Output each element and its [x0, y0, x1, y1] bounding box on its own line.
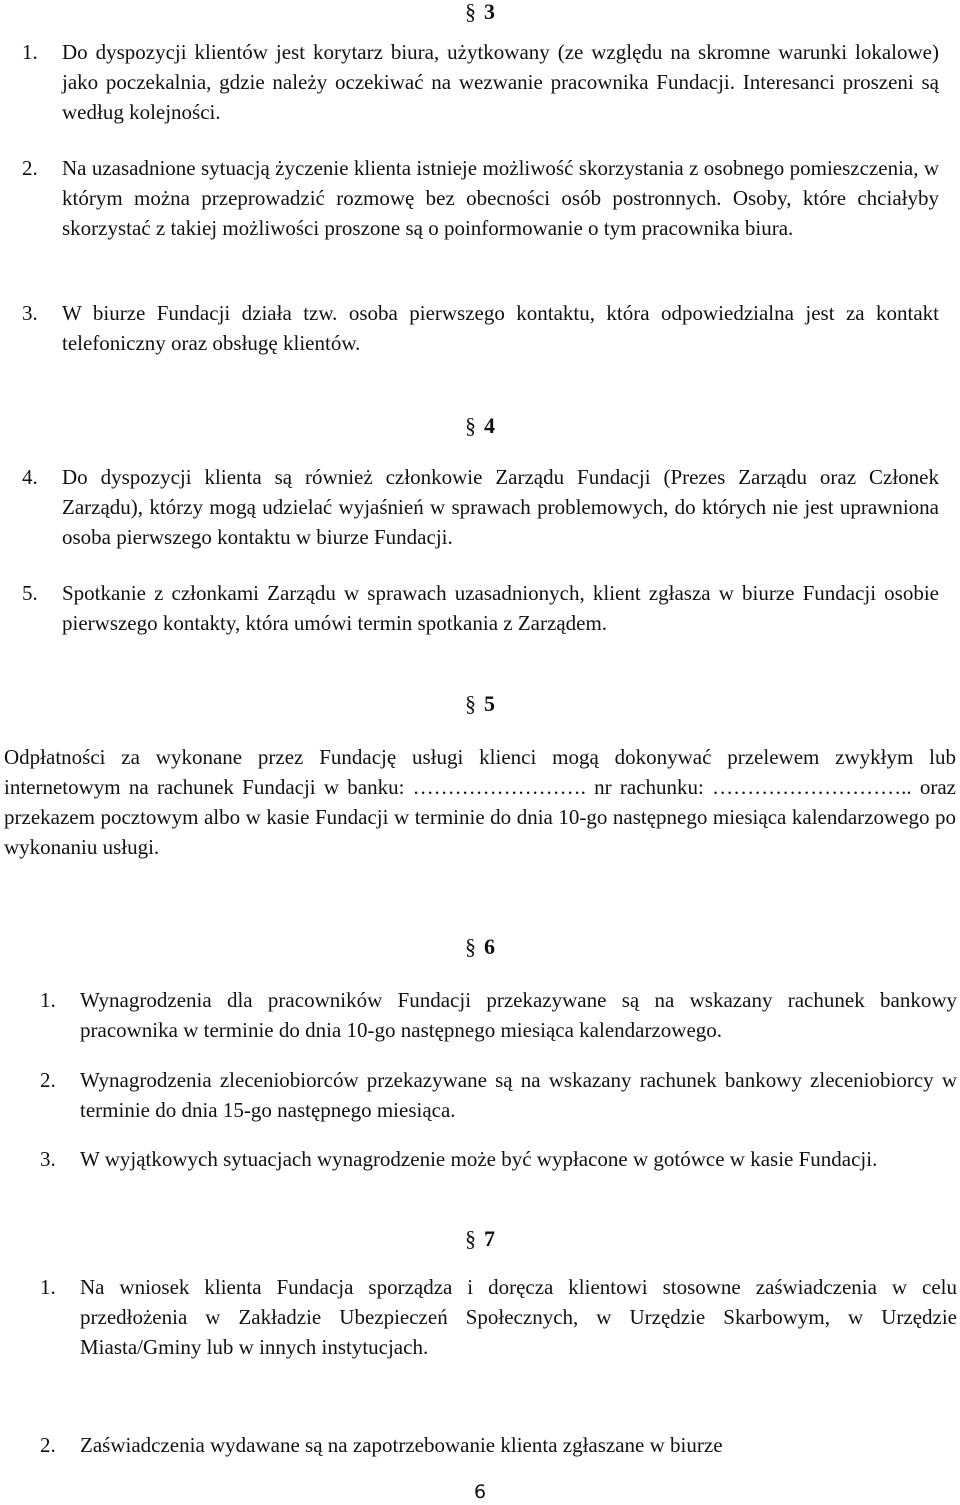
list-item	[22, 298, 939, 358]
section-number: 4	[484, 413, 495, 438]
list-item	[22, 153, 939, 243]
item-number: 2.	[22, 156, 38, 180]
item-text: Na wniosek klienta Fundacja sporządza i doręcza klientowi stosowne zaświadczenia w celu przedłożenia w Zakładzie Ubezpieczeń Społecznych, w Urzędzie Skarbowym, w Urzędzie Miasta/Gminy lub w innych instytucjach.	[80, 1275, 957, 1359]
payment-paragraph: Odpłatności za wykonane przez Fundację usługi klienci mogą dokonywać przelewem zwykłym lub internetowym na rachunek Fundacji w banku: ……………………. nr rachunku: ……………………….. oraz przekazem pocztowym albo w kasie Fundacji w terminie do dnia 10-go następnego miesiąca kalendarzowego po wykonaniu usługi.	[4, 745, 956, 859]
list-item	[22, 578, 939, 638]
item-number: 3.	[22, 301, 38, 325]
item-number: 5.	[22, 581, 38, 605]
list-item	[22, 37, 939, 127]
section-mark: §	[465, 934, 476, 959]
section-number: 6	[484, 934, 495, 959]
list-item	[40, 1430, 957, 1460]
list-item	[40, 985, 957, 1045]
item-text: Spotkanie z członkami Zarządu w sprawach uzasadnionych, klient zgłasza w biurze Fundacji osobie pierwszego kontakty, która umówi termin spotkania z Zarządem.	[62, 581, 939, 635]
list-item	[40, 1144, 957, 1174]
item-number: 1.	[40, 988, 56, 1012]
section-mark: §	[465, 413, 476, 438]
section-number: 3	[484, 0, 495, 24]
section-heading-5	[0, 690, 960, 718]
item-text: W biurze Fundacji działa tzw. osoba pierwszego kontaktu, która odpowiedzialna jest za kontakt telefoniczny oraz obsługę klientów.	[62, 301, 939, 355]
item-text: Do dyspozycji klienta są również członkowie Zarządu Fundacji (Prezes Zarządu oraz Członek Zarządu), którzy mogą udzielać wyjaśnień w sprawach problemowych, do których nie jest uprawniona osoba pierwszego kontaktu w biurze Fundacji.	[62, 465, 939, 549]
list-item	[40, 1065, 957, 1125]
item-text: Zaświadczenia wydawane są na zapotrzebowanie klienta zgłaszane w biurze	[80, 1433, 723, 1457]
section-heading-3	[0, 0, 960, 26]
section-mark: §	[465, 691, 476, 716]
section-number: 5	[484, 691, 495, 716]
page-number: 6	[473, 1481, 487, 1503]
list-item	[22, 462, 939, 552]
item-text: Wynagrodzenia zleceniobiorców przekazywane są na wskazany rachunek bankowy zleceniobiorcy w terminie do dnia 15-go następnego miesiąca.	[80, 1068, 957, 1122]
section-mark: §	[465, 0, 476, 24]
item-text: Do dyspozycji klientów jest korytarz biura, użytkowany (ze względu na skromne warunki lokalowe) jako poczekalnia, gdzie należy oczekiwać na wezwanie pracownika Fundacji. Interesanci proszeni są według kolejności.	[62, 40, 939, 124]
item-text: Wynagrodzenia dla pracowników Fundacji przekazywane są na wskazany rachunek bankowy pracownika w terminie do dnia 10-go następnego miesiąca kalendarzowego.	[80, 988, 957, 1042]
section-heading-6	[0, 933, 960, 961]
item-number: 1.	[40, 1275, 56, 1299]
item-number: 1.	[22, 40, 38, 64]
item-text: W wyjątkowych sytuacjach wynagrodzenie może być wypłacone w gotówce w kasie Fundacji.	[80, 1147, 878, 1171]
item-number: 3.	[40, 1147, 56, 1171]
section-mark: §	[465, 1226, 476, 1251]
item-number: 2.	[40, 1433, 56, 1457]
item-text: Na uzasadnione sytuacją życzenie klienta istnieje możliwość skorzystania z osobnego pomieszczenia, w którym można przeprowadzić rozmowę bez obecności osób postronnych. Osoby, które chciałyby skorzystać z takiej możliwości proszone są o poinformowanie o tym pracownika biura.	[62, 156, 939, 240]
item-number: 2.	[40, 1068, 56, 1092]
list-item	[40, 1272, 957, 1362]
section-number: 7	[484, 1226, 495, 1251]
item-number: 4.	[22, 465, 38, 489]
section-heading-7	[0, 1225, 960, 1253]
section-heading-4	[0, 412, 960, 440]
